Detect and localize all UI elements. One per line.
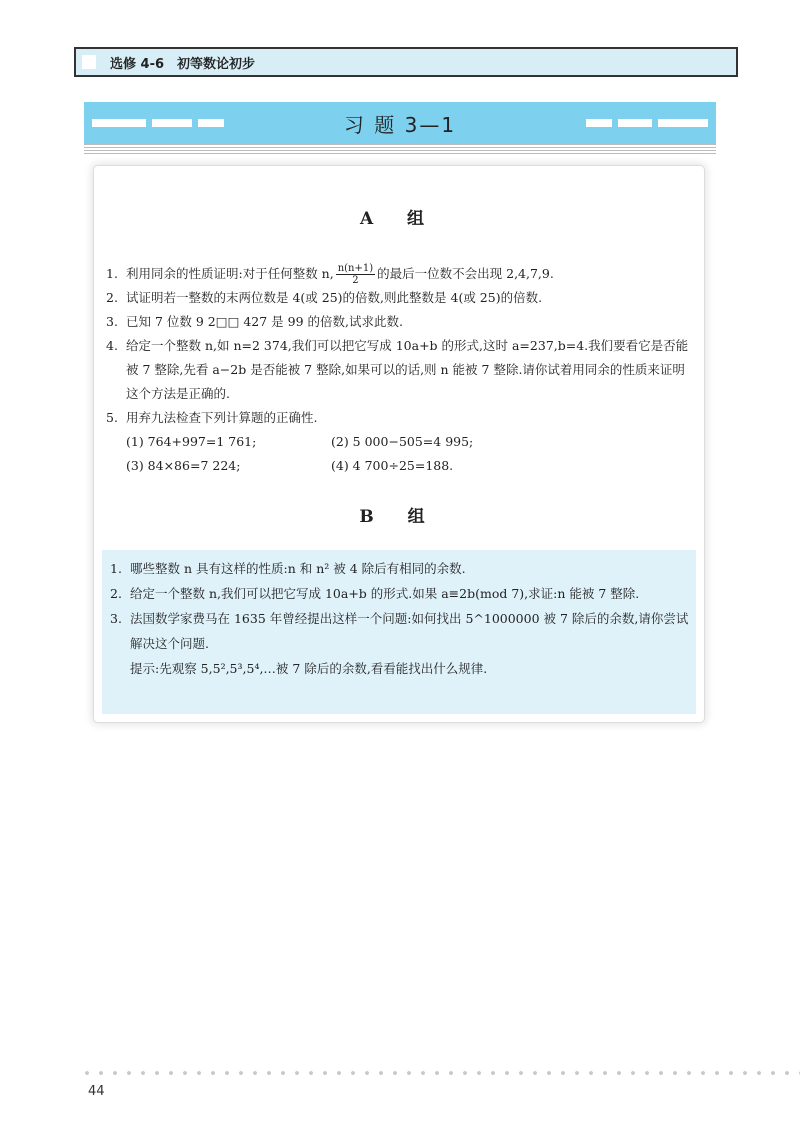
list-item: 3. 已知 7 位数 9 2□□ 427 是 99 的倍数,试求此数. bbox=[106, 314, 403, 329]
sub-item-row: (3) 84×86=7 224; (4) 4 700÷25=188. bbox=[126, 458, 454, 473]
footer-dots bbox=[80, 1070, 800, 1076]
group-a-list bbox=[106, 262, 696, 478]
list-item: 1. 哪些整数 n 具有这样的性质:n 和 n² 被 4 除后有相同的余数. bbox=[110, 561, 466, 576]
chapter-title: 选修 4-6 初等数论初步 bbox=[110, 56, 256, 72]
exercise-title: 习 题 3—1 bbox=[343, 112, 457, 137]
group-b-box bbox=[102, 550, 696, 714]
list-item: 3. 法国数学家费马在 1635 年曾经提出这样一个问题:如何找出 5^1000000 被 7 除后的余数,请你尝试解决这个问题. bbox=[110, 611, 689, 651]
banner-left-decoration bbox=[92, 119, 224, 127]
list-item: 5. 用弃九法检查下列计算题的正确性. bbox=[106, 410, 318, 425]
group-b-title: B 组 bbox=[359, 507, 439, 527]
page-number: 44 bbox=[88, 1084, 105, 1099]
list-item: 2. 试证明若一整数的末两位数是 4(或 25)的倍数,则此整数是 4(或 25)的倍数. bbox=[106, 290, 543, 305]
header-square-icon bbox=[82, 55, 96, 69]
fraction: $\frac{n(n+1)}{2}$ bbox=[337, 263, 374, 286]
exercise-card bbox=[94, 166, 704, 722]
chapter-header bbox=[74, 47, 738, 77]
hint: 提示:先观察 5,5²,5³,5⁴,…被 7 除后的余数,看看能找出什么规律. bbox=[130, 661, 488, 676]
exercise-banner bbox=[84, 102, 716, 144]
group-a-title: A 组 bbox=[359, 209, 439, 229]
list-item: 1. 利用同余的性质证明:对于任何整数 n, $\frac{n(n+1)}{2}$ 的最后一位数不会出现 2,4,7,9. bbox=[106, 263, 554, 286]
sub-item-row: (1) 764+997=1 761; (2) 5 000−505=4 995; bbox=[126, 434, 474, 449]
banner-stripe bbox=[84, 144, 716, 156]
list-item: 4. 给定一个整数 n,如 n=2 374,我们可以把它写成 10a+b 的形式,这时 a=237,b=4.我们要看它是否能被 7 整除,先看 a−2b 是否能被 7 整除,如果可以的话,则 n 能被 7 整除.请你试着用同余的性质来证明这个方法是正确的. bbox=[106, 338, 689, 401]
group-b-list bbox=[110, 556, 690, 681]
banner-right-decoration bbox=[586, 119, 708, 127]
list-item: 2. 给定一个整数 n,我们可以把它写成 10a+b 的形式.如果 a≡2b(mod 7),求证:n 能被 7 整除. bbox=[110, 586, 640, 601]
